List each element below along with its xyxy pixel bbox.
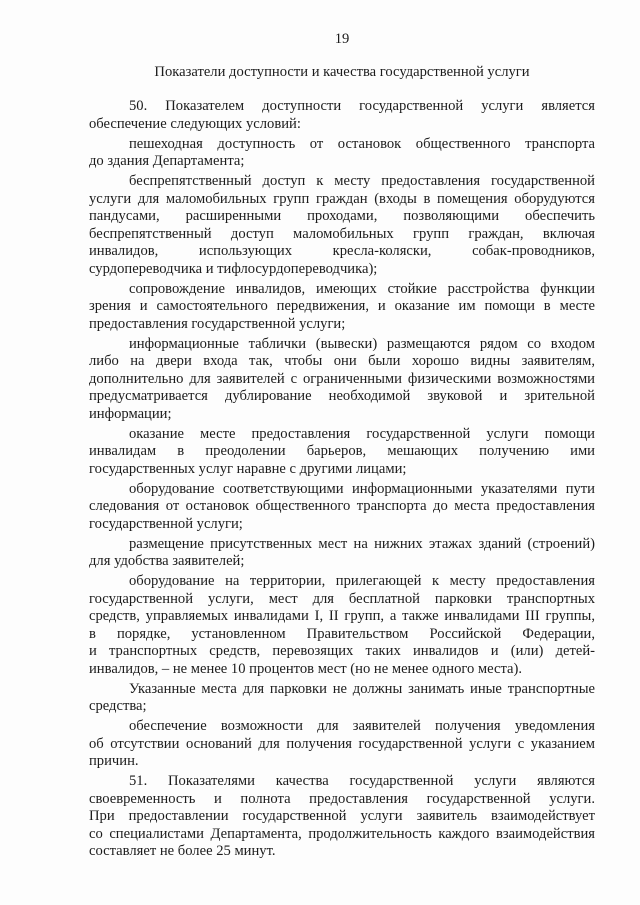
paragraph: [89, 681, 595, 716]
text-line: оборудование соответствующими информационными указателями пути: [129, 480, 595, 497]
paragraph: [89, 173, 595, 278]
text-line: пешеходная доступность от остановок общественного транспорта: [129, 135, 595, 152]
text-line: При предоставлении государственной услуги заявитель взаимодействует: [89, 808, 595, 824]
text-line: со специалистами Департамента, продолжительность каждого взаимодействия: [89, 825, 595, 842]
text-line: Указанные места для парковки не должны занимать иные транспортные: [129, 680, 595, 697]
text-line: своевременность и полнота предоставления государственной услуги.: [89, 790, 595, 807]
section-heading: Показатели доступности и качества государственной услуги: [154, 64, 530, 80]
text-line: государственных услуг наравне с другими лицами;: [89, 460, 407, 477]
paragraph: [89, 573, 595, 678]
text-line: обеспечение возможности для заявителей получения уведомления: [129, 718, 595, 734]
paragraph: [89, 718, 595, 771]
text-line: об отсутствии оснований для получения государственной услуги с указанием: [89, 735, 595, 752]
text-line: либо на двери входа так, чтобы они были хорошо видны заявителям,: [89, 353, 595, 369]
text-line: инвалидов, использующих кресла-коляски, собак-проводников,: [89, 243, 595, 259]
text-line: услуги для маломобильных групп граждан (входы в помещения оборудуются: [89, 190, 595, 207]
text-line: 51. Показателями качества государственной услуги являются: [129, 773, 595, 789]
text-line: до здания Департамента;: [89, 153, 245, 169]
text-line: государственной услуги, мест для бесплатной парковки транспортных: [89, 590, 595, 607]
paragraph: [89, 136, 595, 171]
paragraph: [89, 773, 595, 861]
text-line: сурдопереводчика и тифлосурдопереводчика);: [89, 260, 378, 277]
text-line: беспрепятственный доступ к месту предоставления государственной: [129, 173, 595, 189]
paragraph: [89, 426, 595, 479]
text-line: информационные таблички (вывески) размещаются рядом со входом: [129, 335, 595, 352]
text-line: беспрепятственный доступ маломобильных групп граждан, включая: [89, 225, 595, 242]
text-line: обеспечение следующих условий:: [89, 115, 301, 132]
paragraph: [89, 336, 595, 424]
text-line: предусматривается дублирование необходимой звуковой и зрительной: [89, 388, 595, 404]
text-line: и транспортных средств, перевозящих таких инвалидов и (или) детей-: [89, 643, 595, 659]
text-line: оборудование на территории, прилегающей к месту предоставления: [129, 573, 595, 589]
text-line: 50. Показателем доступности государственной услуги является: [129, 98, 595, 114]
text-line: в порядке, установленном Правительством Российской Федерации,: [89, 625, 595, 642]
text-line: зрения и самостоятельного передвижения, и оказание им помощи в месте: [89, 298, 595, 314]
text-line: размещение присутственных мест на нижних этажах зданий (строений): [129, 535, 595, 552]
text-line: предоставления государственной услуги;: [89, 315, 346, 332]
text-line: следования от остановок общественного транспорта до места предоставления: [89, 498, 595, 514]
paragraph: [89, 536, 595, 571]
text-line: пандусами, расширенными проходами, позволяющими обеспечить: [89, 208, 595, 224]
text-line: причин.: [89, 753, 139, 769]
paragraph: [89, 281, 595, 334]
text-line: сопровождение инвалидов, имеющих стойкие расстройства функции: [129, 280, 595, 297]
page-number: 19: [334, 31, 350, 47]
text-line: государственной услуги;: [89, 515, 243, 532]
text-line: составляет не более 25 минут.: [89, 843, 276, 859]
text-line: оказание месте предоставления государственной услуги помощи: [129, 425, 595, 442]
body-text: [89, 98, 595, 861]
text-line: для удобства заявителей;: [89, 553, 245, 569]
text-line: инвалидов, – не менее 10 процентов мест (но не менее одного места).: [89, 660, 523, 677]
text-line: инвалидам в преодолении барьеров, мешающих получению ими: [89, 443, 595, 459]
text-line: средств, управляемых инвалидами I, II групп, а также инвалидами III группы,: [89, 608, 595, 624]
text-line: информации;: [89, 405, 172, 422]
text-line: дополнительно для заявителей с ограниченными физическими возможностями: [89, 370, 595, 387]
text-line: средства;: [89, 698, 147, 714]
paragraph: [89, 481, 595, 534]
paragraph: [89, 98, 595, 133]
